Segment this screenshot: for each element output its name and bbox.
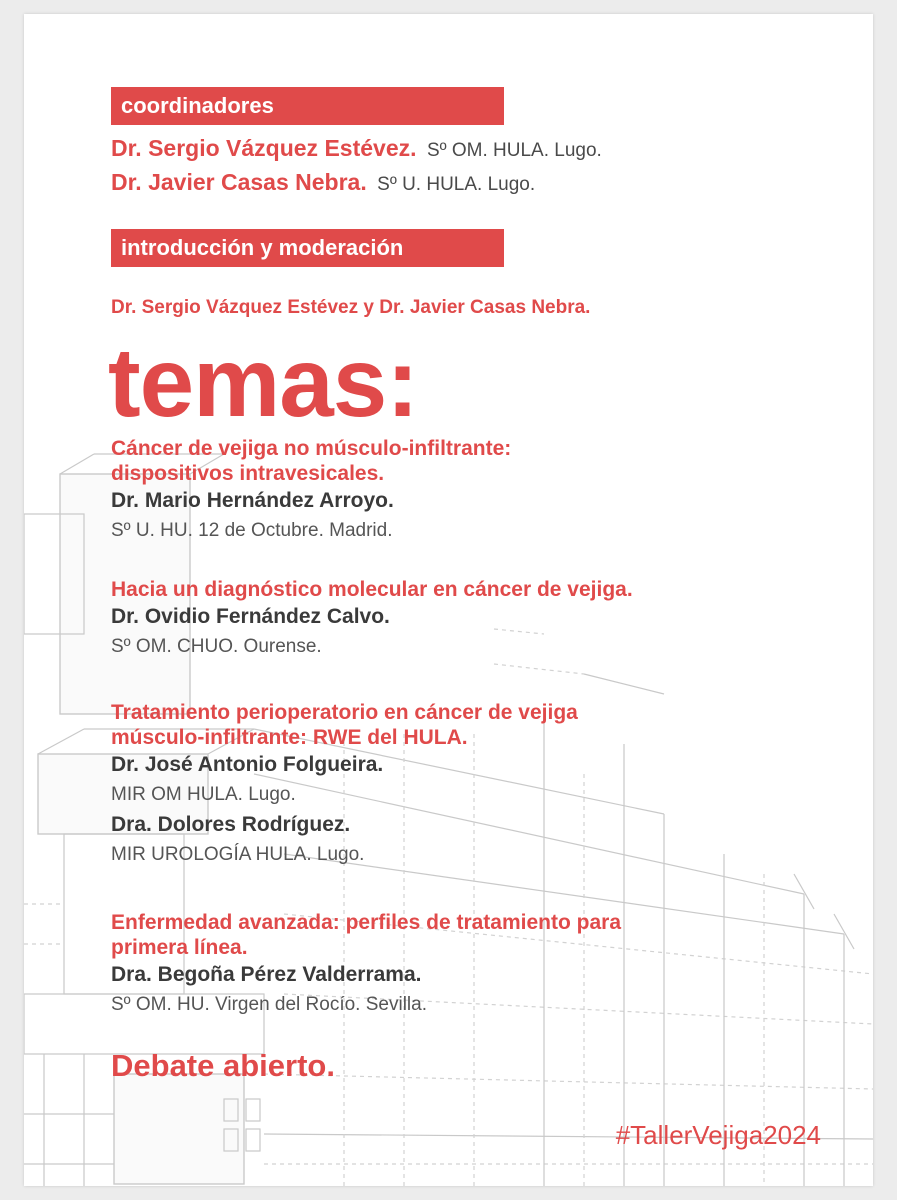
topic-title (111, 910, 831, 960)
coordinator-line (111, 169, 535, 196)
topic-title (111, 700, 831, 750)
program-sheet (24, 14, 873, 1186)
topic-title-line: músculo-infiltrante: RWE del HULA. (111, 726, 468, 749)
topic-item (111, 910, 831, 1020)
topic-title-line: dispositivos intravesicales. (111, 462, 385, 485)
speaker-affiliation: MIR OM HULA. Lugo. (111, 784, 296, 805)
topic-title-line: Hacia un diagnóstico molecular en cáncer de vejiga. (111, 578, 633, 601)
topics-heading: temas: (108, 327, 418, 437)
closing-debate: Debate abierto. (111, 1048, 335, 1083)
coordinator-affiliation: Sº U. HULA. Lugo. (377, 174, 536, 195)
topic-item (111, 436, 831, 546)
coordinator-name: Dr. Javier Casas Nebra. (111, 169, 367, 195)
speaker-name: Dr. Ovidio Fernández Calvo. (111, 605, 390, 628)
topic-title-line: Tratamiento perioperatorio en cáncer de vejiga (111, 701, 578, 724)
topic-title-line: primera línea. (111, 936, 248, 959)
event-hashtag: #TallerVejiga2024 (615, 1120, 821, 1150)
speaker-name: Dra. Dolores Rodríguez. (111, 813, 351, 836)
coordinator-line (111, 135, 602, 162)
topic-title-line: Cáncer de vejiga no músculo-infiltrante: (111, 437, 512, 460)
speaker-affiliation: Sº OM. CHUO. Ourense. (111, 636, 322, 657)
speaker-name: Dr. José Antonio Folgueira. (111, 753, 384, 776)
topic-title (111, 577, 831, 602)
program-content (24, 14, 873, 1186)
coordinator-name: Dr. Sergio Vázquez Estévez. (111, 135, 417, 161)
topic-item (111, 700, 831, 870)
speaker-affiliation: Sº OM. HU. Virgen del Rocío. Sevilla. (111, 994, 427, 1015)
speaker-affiliation: Sº U. HU. 12 de Octubre. Madrid. (111, 520, 393, 541)
topic-item (111, 577, 831, 662)
topic-title (111, 436, 831, 486)
topic-title-line: Enfermedad avanzada: perfiles de tratamiento para (111, 911, 621, 934)
coordinators-heading: coordinadores (111, 87, 504, 125)
introduction-heading: introducción y moderación (111, 229, 504, 267)
speaker-name: Dr. Mario Hernández Arroyo. (111, 489, 394, 512)
introduction-text: Dr. Sergio Vázquez Estévez y Dr. Javier Casas Nebra. (111, 297, 591, 318)
coordinator-affiliation: Sº OM. HULA. Lugo. (426, 140, 602, 161)
speaker-affiliation: MIR UROLOGÍA HULA. Lugo. (111, 844, 365, 865)
speaker-name: Dra. Begoña Pérez Valderrama. (111, 963, 422, 986)
